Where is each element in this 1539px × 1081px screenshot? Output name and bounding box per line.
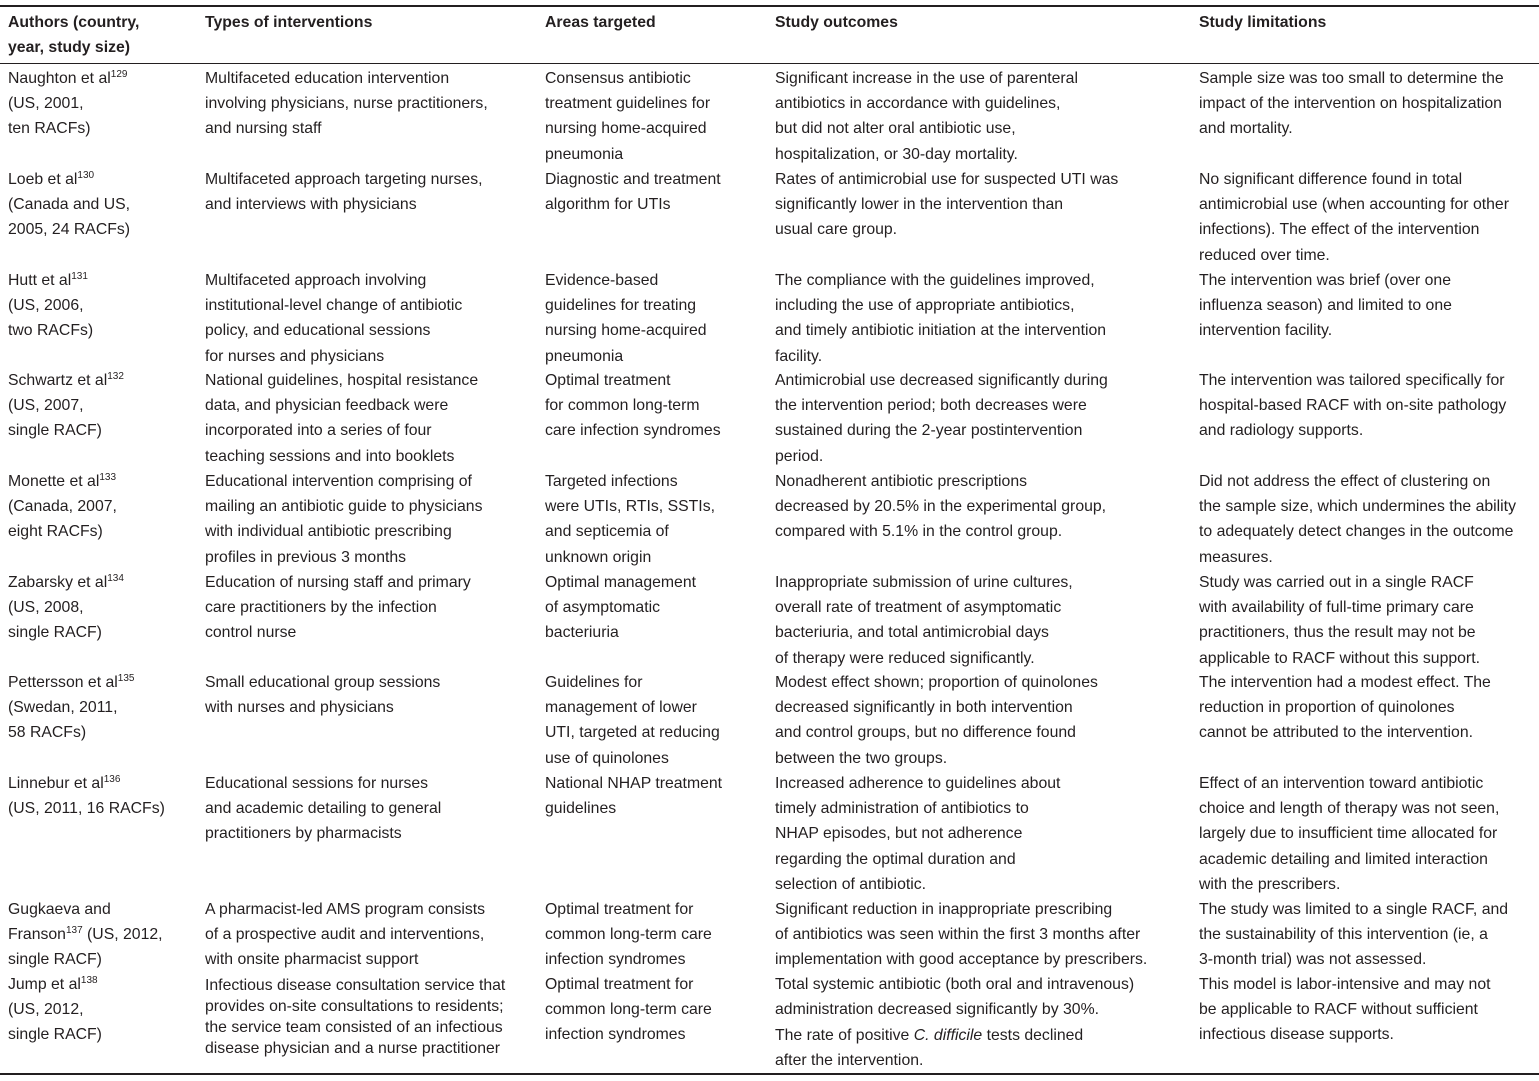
author-details: (Swedan, 2011, 58 RACFs) [8, 699, 118, 742]
table-row-2-outcomes: The compliance with the guidelines improved, including the use of appropriate antibiotics, and timely antibiotic initiation at the intervention facility. [775, 272, 1107, 365]
header-rule [0, 63, 1539, 64]
reference-number: 129 [110, 69, 128, 80]
author-name: Jump et al [8, 976, 81, 993]
header-limitations: Study limitations [1199, 14, 1327, 31]
table-row-5-areas: Optimal management of asymptomatic bacteriuria [545, 574, 697, 642]
table-row-9-outcomes-b [775, 1023, 1083, 1073]
author-details: (US, 2008, single RACF) [8, 599, 102, 642]
table-row-6-areas: Guidelines for management of lower UTI, targeted at reducing use of quinolones [545, 674, 720, 767]
outcomes-line-a: Total systemic antibiotic (both oral and intravenous) administration decreased significantly by 30%. [775, 976, 1135, 1019]
table-row-5-interventions: Education of nursing staff and primary care practitioners by the infection control nurse [205, 574, 471, 642]
header-authors: Authors (country, year, study size) [8, 14, 140, 57]
author-name: Pettersson et al [8, 674, 118, 691]
author-details: (US, 2006, two RACFs) [8, 297, 94, 340]
table-row-8-areas: Optimal treatment for common long-term care infection syndromes [545, 901, 712, 969]
header-interventions: Types of interventions [205, 14, 373, 31]
table-row-8-outcomes: Significant reduction in inappropriate prescribing of antibiotics was seen within the first 3 months after implementation with good acceptance by prescribers. [775, 901, 1148, 969]
table-row-0-limitations: Sample size was too small to determine the impact of the intervention on hospitalization and mortality. [1199, 70, 1504, 138]
reference-number: 137 [65, 925, 83, 937]
reference-number: 130 [77, 170, 95, 181]
outcomes-post: tests declined after the intervention. [775, 1027, 1084, 1070]
table-row-2-limitations: The intervention was brief (over one influenza season) and limited to one intervention facility. [1199, 272, 1452, 340]
author-name: Zabarsky et al [8, 574, 108, 591]
table-row-1-outcomes: Rates of antimicrobial use for suspected UTI was significantly lower in the intervention than usual care group. [775, 171, 1119, 239]
author-name: Hutt et al [8, 272, 72, 289]
table-row-6-author [8, 670, 134, 746]
table-row-1-author [8, 167, 130, 243]
table-row-4-areas: Targeted infections were UTIs, RTIs, SSTIs, and septicemia of unknown origin [545, 473, 715, 566]
table-row-5-author [8, 570, 124, 646]
author-name: Gugkaeva and Franson [8, 901, 111, 944]
author-name: Schwartz et al [8, 372, 108, 389]
table-row-9-areas: Optimal treatment for common long-term care infection syndromes [545, 976, 712, 1044]
table-row-8-author [8, 897, 163, 973]
author-name: Naughton et al [8, 70, 111, 87]
table-row-3-interventions: National guidelines, hospital resistance data, and physician feedback were incorporated into a series of four teaching sessions and into booklets [205, 372, 479, 465]
table-row-0-areas: Consensus antibiotic treatment guidelines for nursing home-acquired pneumonia [545, 70, 711, 163]
table-row-7-interventions: Educational sessions for nurses and academic detailing to general practitioners by pharmacists [205, 775, 442, 843]
reference-number: 136 [103, 774, 121, 785]
table-row-4-limitations: Did not address the effect of clustering on the sample size, which undermines the ability to adequately detect changes in the outcome measures. [1199, 473, 1516, 566]
table-row-8-limitations: The study was limited to a single RACF, and the sustainability of this intervention (ie, a 3-month trial) was not assessed. [1199, 901, 1509, 969]
author-details: (Canada and US, 2005, 24 RACFs) [8, 196, 131, 239]
table-row-0-outcomes: Significant increase in the use of parenteral antibiotics in accordance with guidelines, but did not alter oral antibiotic use, hospitalization, or 30-day mortality. [775, 70, 1078, 163]
table-row-6-limitations: The intervention had a modest effect. The reduction in proportion of quinolones cannot be attributed to the intervention. [1199, 674, 1491, 742]
reference-number: 135 [117, 673, 135, 684]
table-row-9-interventions: Infectious disease consultation service that provides on-site consultations to residents; the service team consisted of an infectious disease physician and a nurse practitioner [205, 977, 506, 1057]
table-row-4-interventions: Educational intervention comprising of mailing an antibiotic guide to physicians with individual antibiotic prescribing profiles in previous 3 months [205, 473, 483, 566]
reference-number: 131 [71, 271, 88, 282]
outcomes-pre: The rate of positive [775, 1027, 914, 1044]
table-row-0-author [8, 66, 127, 142]
reference-number: 138 [80, 975, 98, 986]
author-name: Linnebur et al [8, 775, 104, 792]
table-row-1-areas: Diagnostic and treatment algorithm for UTIs [545, 171, 721, 214]
table-row-6-interventions: Small educational group sessions with nurses and physicians [205, 674, 441, 717]
table-row-2-interventions: Multifaceted approach involving institutional-level change of antibiotic policy, and educational sessions for nurses and physicians [205, 272, 463, 365]
author-name: Loeb et al [8, 171, 78, 188]
table-row-4-author [8, 469, 117, 545]
table-row-2-author [8, 268, 93, 344]
author-details: (US, 2011, 16 RACFs) [8, 800, 165, 818]
table-row-2-areas: Evidence-based guidelines for treating nursing home-acquired pneumonia [545, 272, 707, 365]
reference-number: 133 [99, 472, 117, 483]
header-areas: Areas targeted [545, 14, 656, 31]
reference-number: 134 [107, 573, 124, 584]
author-name: Monette et al [8, 473, 100, 490]
table-row-6-outcomes: Modest effect shown; proportion of quinolones decreased significantly in both intervention and control groups, but no difference found between the two groups. [775, 674, 1098, 767]
table-row-9-limitations: This model is labor-intensive and may not be applicable to RACF without sufficient infectious disease supports. [1199, 976, 1491, 1044]
table-row-1-interventions: Multifaceted approach targeting nurses, and interviews with physicians [205, 171, 483, 214]
table-row-7-author [8, 771, 165, 821]
author-details: (Canada, 2007, eight RACFs) [8, 498, 117, 541]
organism-name: C. difficile [913, 1027, 983, 1044]
author-details: (US, 2007, single RACF) [8, 397, 102, 440]
author-details: (US, 2012, single RACF) [8, 1001, 102, 1044]
author-details: (US, 2001, ten RACFs) [8, 95, 91, 138]
table-row-7-outcomes: Increased adherence to guidelines about timely administration of antibiotics to NHAP episodes, but not adherence regarding the optimal duration and selection of antibiotic. [775, 775, 1061, 893]
header-outcomes: Study outcomes [775, 14, 898, 31]
table-row-8-interventions: A pharmacist-led AMS program consists of a prospective audit and interventions, with onsite pharmacist support [205, 901, 486, 969]
table-row-9-author [8, 972, 102, 1048]
table-row-3-limitations: The intervention was tailored specifically for hospital-based RACF with on-site pathology and radiology supports. [1199, 372, 1507, 440]
table-row-3-areas: Optimal treatment for common long-term care infection syndromes [545, 372, 721, 440]
table-row-7-areas: National NHAP treatment guidelines [545, 775, 723, 818]
top-rule [0, 5, 1539, 7]
table-row-9-outcomes [775, 972, 1134, 1022]
table-row-0-interventions: Multifaceted education intervention involving physicians, nurse practitioners, and nursing staff [205, 70, 488, 138]
author-details: (US, 2012, single RACF) [8, 926, 163, 969]
table-row-5-limitations: Study was carried out in a single RACF with availability of full-time primary care practitioners, thus the result may not be applicable to RACF without this support. [1199, 574, 1480, 667]
table-row-7-limitations: Effect of an intervention toward antibiotic choice and length of therapy was not seen, largely due to insufficient time allocated for academic detailing and limited interaction with the prescribers. [1199, 775, 1500, 893]
bottom-rule [0, 1073, 1539, 1075]
table-row-5-outcomes: Inappropriate submission of urine cultures, overall rate of treatment of asymptomatic bacteriuria, and total antimicrobial days of therapy were reduced significantly. [775, 574, 1073, 667]
table-row-4-outcomes: Nonadherent antibiotic prescriptions decreased by 20.5% in the experimental group, compared with 5.1% in the control group. [775, 473, 1107, 541]
table-row-3-outcomes: Antimicrobial use decreased significantly during the intervention period; both decreases were sustained during the 2-year postintervention period. [775, 372, 1108, 465]
table-row-1-limitations: No significant difference found in total antimicrobial use (when accounting for other infections). The effect of the intervention reduced over time. [1199, 171, 1509, 264]
reference-number: 132 [107, 371, 124, 382]
table-row-3-author [8, 368, 124, 444]
